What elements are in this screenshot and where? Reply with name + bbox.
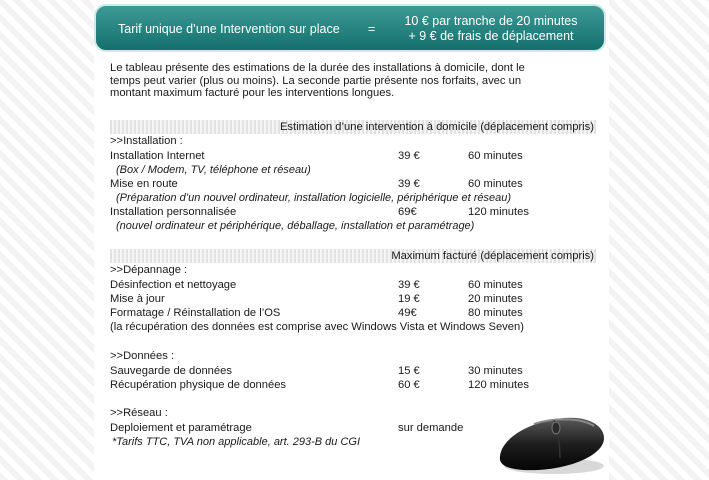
footnote: *Tarifs TTC, TVA non applicable, art. 293-B du CGI (112, 436, 361, 448)
intro-paragraph (110, 62, 590, 100)
service-label: Installation Internet (110, 150, 205, 162)
service-duration: 120 minutes (468, 379, 529, 391)
service-label: Récupération physique de données (110, 379, 287, 391)
reseau-heading: >>Réseau : (110, 407, 168, 419)
banner-rate-line1: 10 € par tranche de 20 minutes (404, 14, 578, 28)
service-price: 69€ (398, 206, 417, 218)
service-price: 60 € (398, 379, 420, 391)
service-price: 39 € (398, 150, 420, 162)
intro-line: montant maximum facturé pour les interventions longues. (110, 87, 395, 100)
service-duration: 30 minutes (468, 365, 523, 377)
service-price: 39 € (398, 279, 420, 291)
service-price: 39 € (398, 178, 420, 190)
maximum-header-band (110, 249, 596, 263)
tariff-banner (94, 4, 606, 52)
intro-line: temps peut varier (plus ou moins). La seconde partie présente nos forfaits, avec un (110, 74, 522, 87)
service-label: Deploiement et paramétrage (110, 422, 252, 434)
banner-rate-line2: + 9 € de frais de déplacement (408, 29, 574, 43)
banner-title: Tarif unique d’une Intervention sur place (118, 22, 340, 36)
service-duration: 20 minutes (468, 293, 523, 305)
depannage-heading: >>Dépannage : (110, 264, 188, 276)
donnees-heading: >>Données : (110, 350, 175, 362)
banner-rate (402, 14, 580, 44)
service-price: 49€ (398, 307, 417, 319)
installation-heading: >>Installation : (110, 135, 183, 147)
service-note: (Box / Modem, TV, téléphone et réseau) (116, 164, 311, 176)
service-price: 19 € (398, 293, 420, 305)
banner-equals: = (368, 22, 376, 36)
maximum-header: Maximum facturé (déplacement compris) (391, 250, 594, 262)
estimation-header-band (110, 120, 596, 134)
service-label: Mise à jour (110, 293, 165, 305)
service-duration: 60 minutes (468, 150, 523, 162)
right-margin-pattern (609, 0, 709, 480)
service-duration: 80 minutes (468, 307, 523, 319)
left-margin-pattern (0, 0, 94, 480)
service-duration: 60 minutes (468, 279, 523, 291)
service-label: Mise en route (110, 178, 178, 190)
service-price: 15 € (398, 365, 420, 377)
service-label: Installation personnalisée (110, 206, 237, 218)
service-label: Formatage / Réinstallation de l’OS (110, 307, 281, 319)
service-duration: 60 minutes (468, 178, 523, 190)
computer-mouse-icon (494, 408, 606, 480)
service-label: Sauvegarde de données (110, 365, 232, 377)
intro-line: Le tableau présente des estimations de la durée des installations à domicile, dont le (110, 62, 525, 74)
service-duration: 120 minutes (468, 206, 529, 218)
depannage-note: (la récupération des données est comprise avec Windows Vista et Windows Seven) (110, 321, 524, 333)
service-label: Désinfection et nettoyage (110, 279, 237, 291)
service-price: sur demande (398, 422, 464, 434)
estimation-header: Estimation d’une intervention à domicile (déplacement compris) (279, 121, 594, 133)
service-note: (nouvel ordinateur et périphérique, déballage, installation et paramétrage) (116, 220, 475, 232)
service-note: (Préparation d’un nouvel ordinateur, installation logicielle, périphérique et réseau) (116, 192, 512, 204)
